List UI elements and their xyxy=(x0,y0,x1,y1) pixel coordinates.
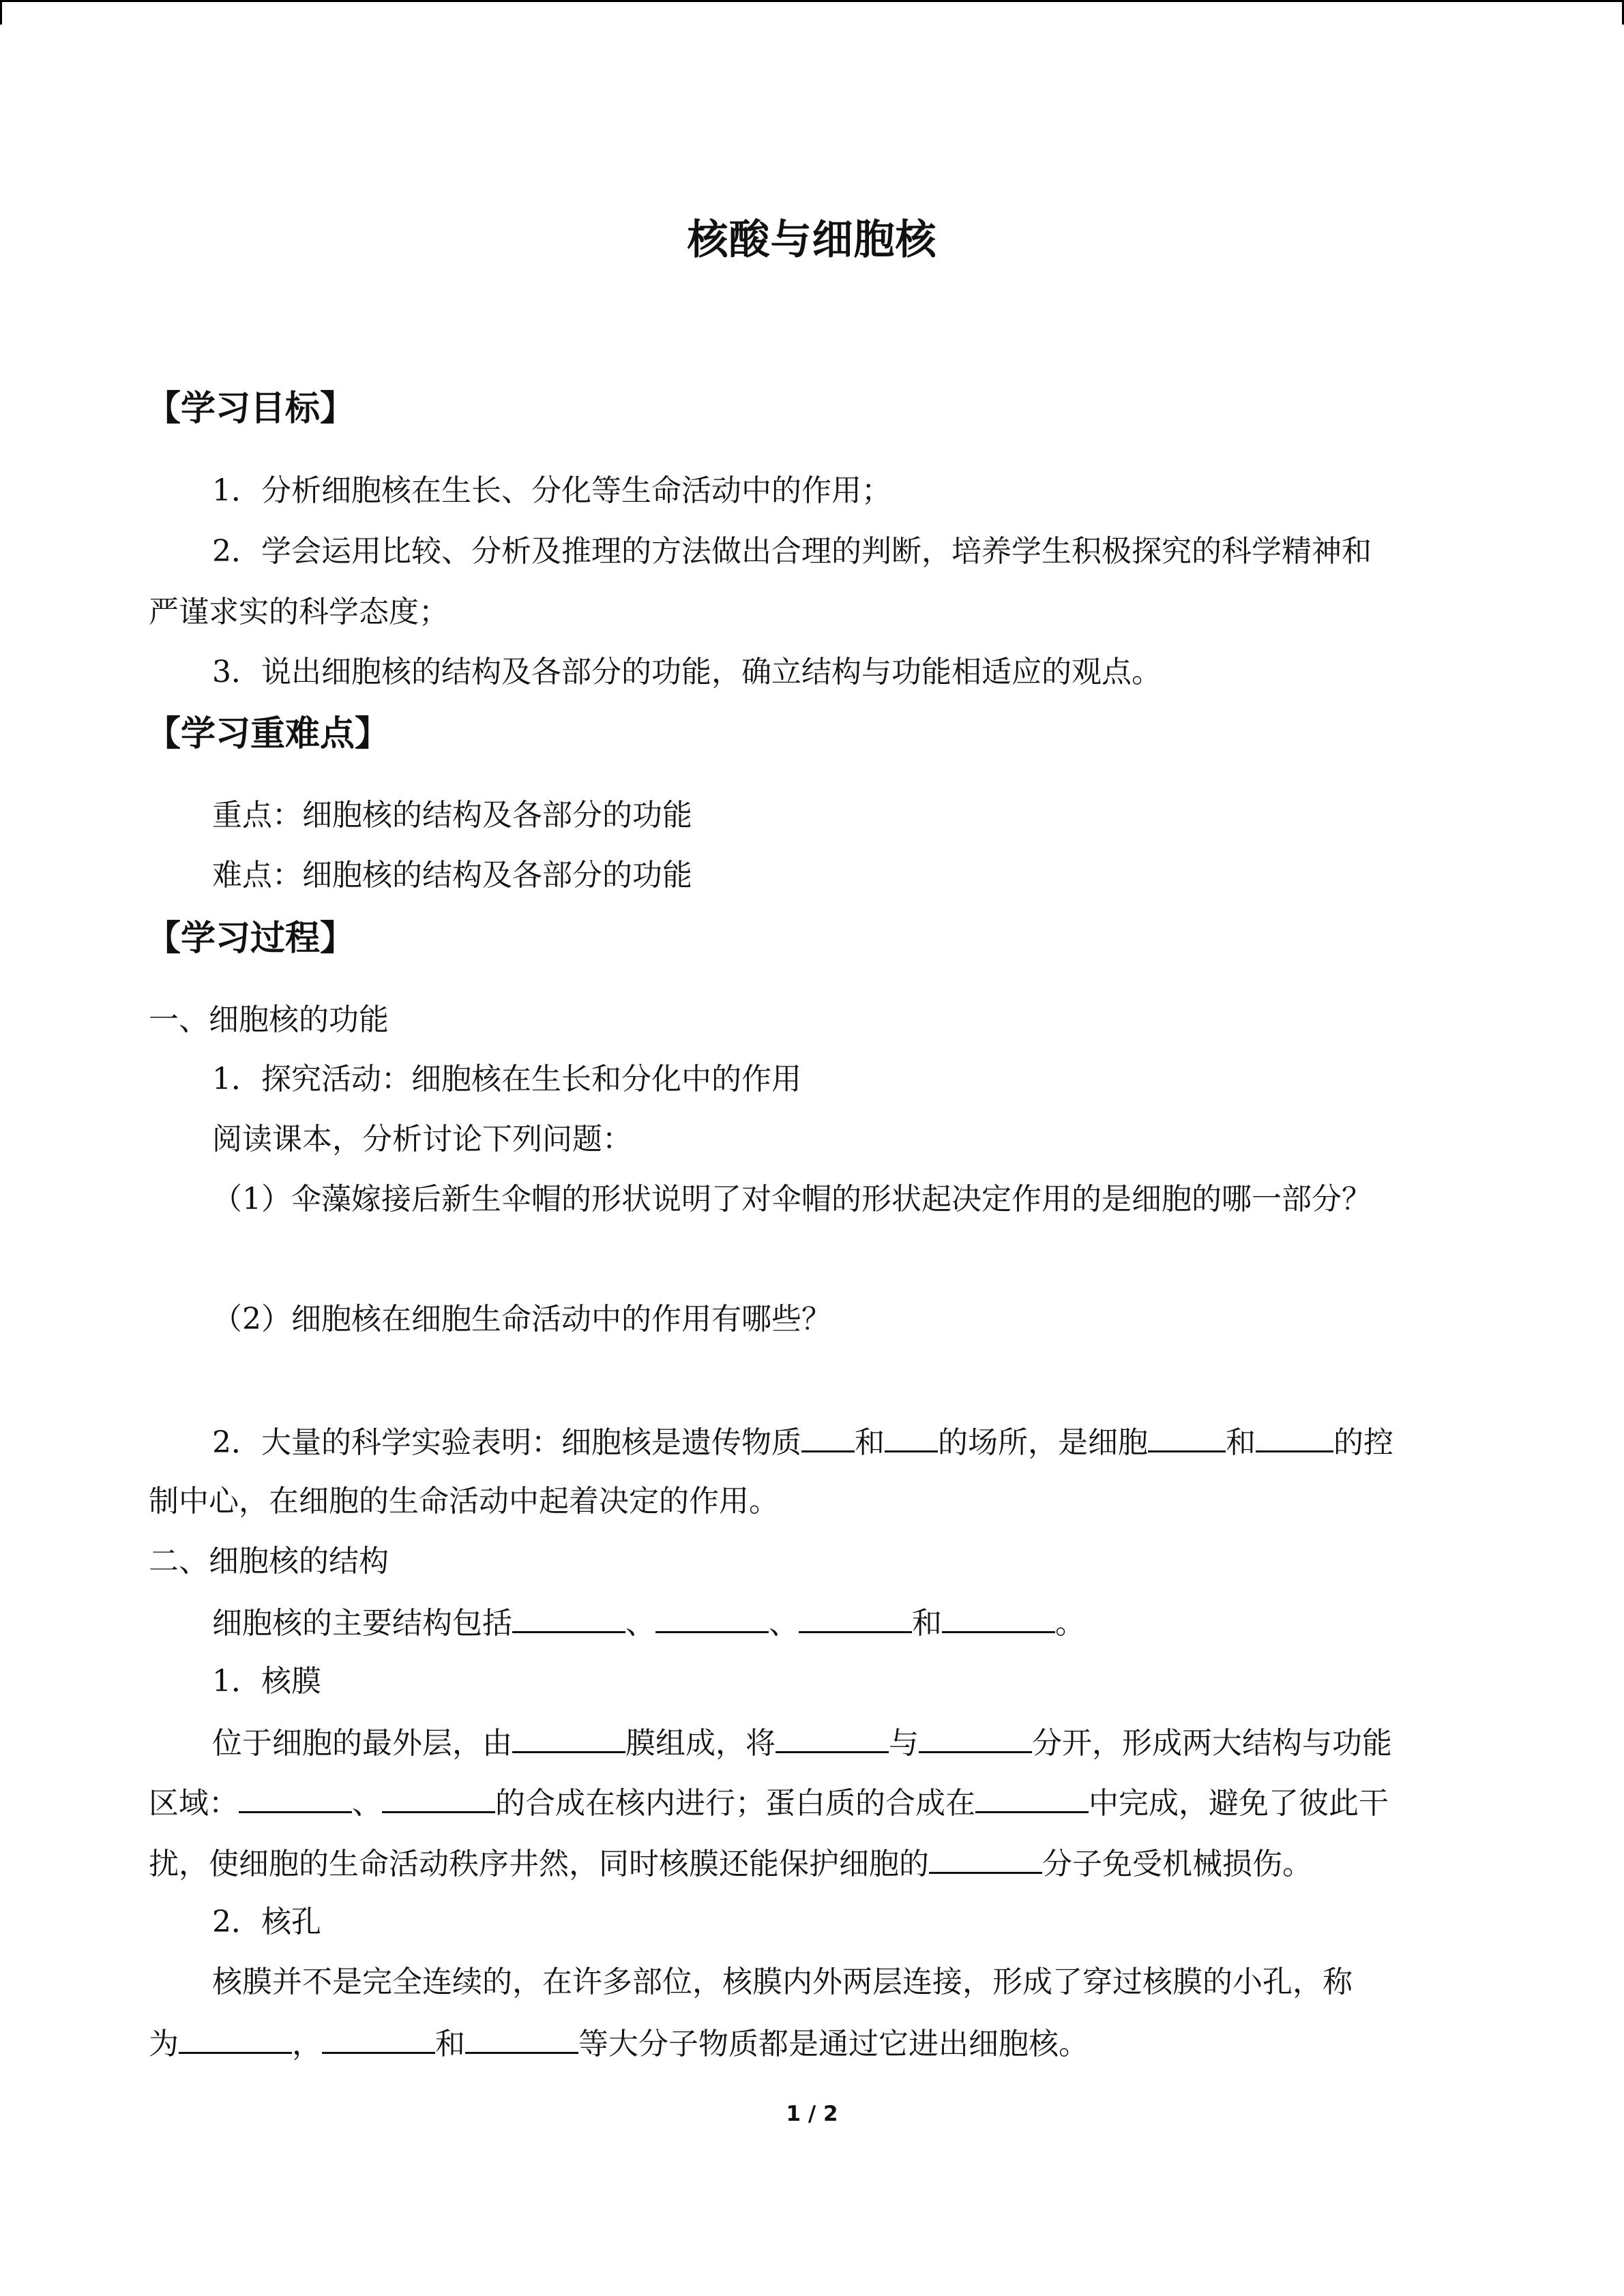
fill-blank[interactable] xyxy=(799,1601,912,1633)
objective-2: 2．学会运用比较、分析及推理的方法做出合理的判断，培养学生积极探究的科学精神和 xyxy=(212,534,1372,569)
nuclear-membrane-line3: 扰，使细胞的生命活动秩序井然，同时核膜还能保护细胞的 分子免受机械损伤。 xyxy=(149,1842,1312,1885)
activity-title: 1．探究活动：细胞核在生长和分化中的作用 xyxy=(212,1062,801,1097)
fill-blank[interactable] xyxy=(239,1781,352,1813)
fill-blank[interactable] xyxy=(919,1721,1032,1753)
nuclear-membrane-line1: 位于细胞的最外层，由 膜组成，将 与 分开，形成两大结构与功能 xyxy=(212,1721,1392,1764)
fill-blank[interactable] xyxy=(465,2022,578,2054)
fill-blank[interactable] xyxy=(1256,1420,1333,1452)
nuclear-pore-line2: 为 ， 和 等大分子物质都是通过它进出细胞核。 xyxy=(149,2022,1089,2065)
structure-list: 细胞核的主要结构包括 、 、 和 。 xyxy=(212,1601,1085,1644)
experiment-statement-line1: 2．大量的科学实验表明：细胞核是遗传物质 和 的场所，是细胞 和 的控 xyxy=(212,1420,1393,1463)
fill-blank[interactable] xyxy=(1148,1420,1226,1452)
part1-title: 一、细胞核的功能 xyxy=(149,1002,389,1037)
objective-3: 3．说出细胞核的结构及各部分的功能，确立结构与功能相适应的观点。 xyxy=(212,655,1162,689)
question-2: （2）细胞核在细胞生命活动中的作用有哪些？ xyxy=(212,1302,831,1337)
page-number: 1 / 2 xyxy=(786,2102,838,2126)
experiment-statement-line2: 制中心，在细胞的生命活动中起着决定的作用。 xyxy=(149,1484,779,1519)
fill-blank[interactable] xyxy=(512,1721,625,1753)
fill-blank[interactable] xyxy=(512,1601,625,1633)
heading-key-difficult-points: 【学习重难点】 xyxy=(146,714,390,754)
fill-blank[interactable] xyxy=(776,1721,889,1753)
left-border-tick xyxy=(0,0,2,25)
fill-blank[interactable] xyxy=(655,1601,769,1633)
fill-blank[interactable] xyxy=(382,1781,495,1813)
fill-blank[interactable] xyxy=(885,1420,938,1452)
reading-instruction: 阅读课本，分析讨论下列问题： xyxy=(212,1122,632,1157)
fill-blank[interactable] xyxy=(322,2022,435,2054)
objective-1: 1．分析细胞核在生长、分化等生命活动中的作用； xyxy=(212,473,891,508)
fill-blank[interactable] xyxy=(929,1842,1042,1874)
nuclear-membrane-title: 1．核膜 xyxy=(212,1664,321,1699)
fill-blank[interactable] xyxy=(975,1781,1089,1813)
nuclear-pore-line1: 核膜并不是完全连续的，在许多部位，核膜内外两层连接，形成了穿过核膜的小孔，称 xyxy=(212,1965,1353,1999)
question-1: （1）伞藻嫁接后新生伞帽的形状说明了对伞帽的形状起决定作用的是细胞的哪一部分？ xyxy=(212,1182,1372,1217)
heading-learning-process: 【学习过程】 xyxy=(146,919,355,959)
nuclear-membrane-line2: 区域： 、 的合成在核内进行；蛋白质的合成在 中完成，避免了彼此干 xyxy=(149,1781,1389,1824)
heading-learning-objectives: 【学习目标】 xyxy=(146,389,355,429)
difficult-point: 难点：细胞核的结构及各部分的功能 xyxy=(212,858,692,893)
fill-blank[interactable] xyxy=(801,1420,855,1452)
page-title: 核酸与细胞核 xyxy=(687,216,937,264)
fill-blank[interactable] xyxy=(942,1601,1055,1633)
part2-title: 二、细胞核的结构 xyxy=(149,1544,389,1579)
top-border xyxy=(0,0,1624,2)
nuclear-pore-title: 2．核孔 xyxy=(212,1905,321,1939)
fill-blank[interactable] xyxy=(179,2022,292,2054)
objective-2-cont: 严谨求实的科学态度； xyxy=(149,595,449,629)
key-point: 重点：细胞核的结构及各部分的功能 xyxy=(212,798,692,833)
